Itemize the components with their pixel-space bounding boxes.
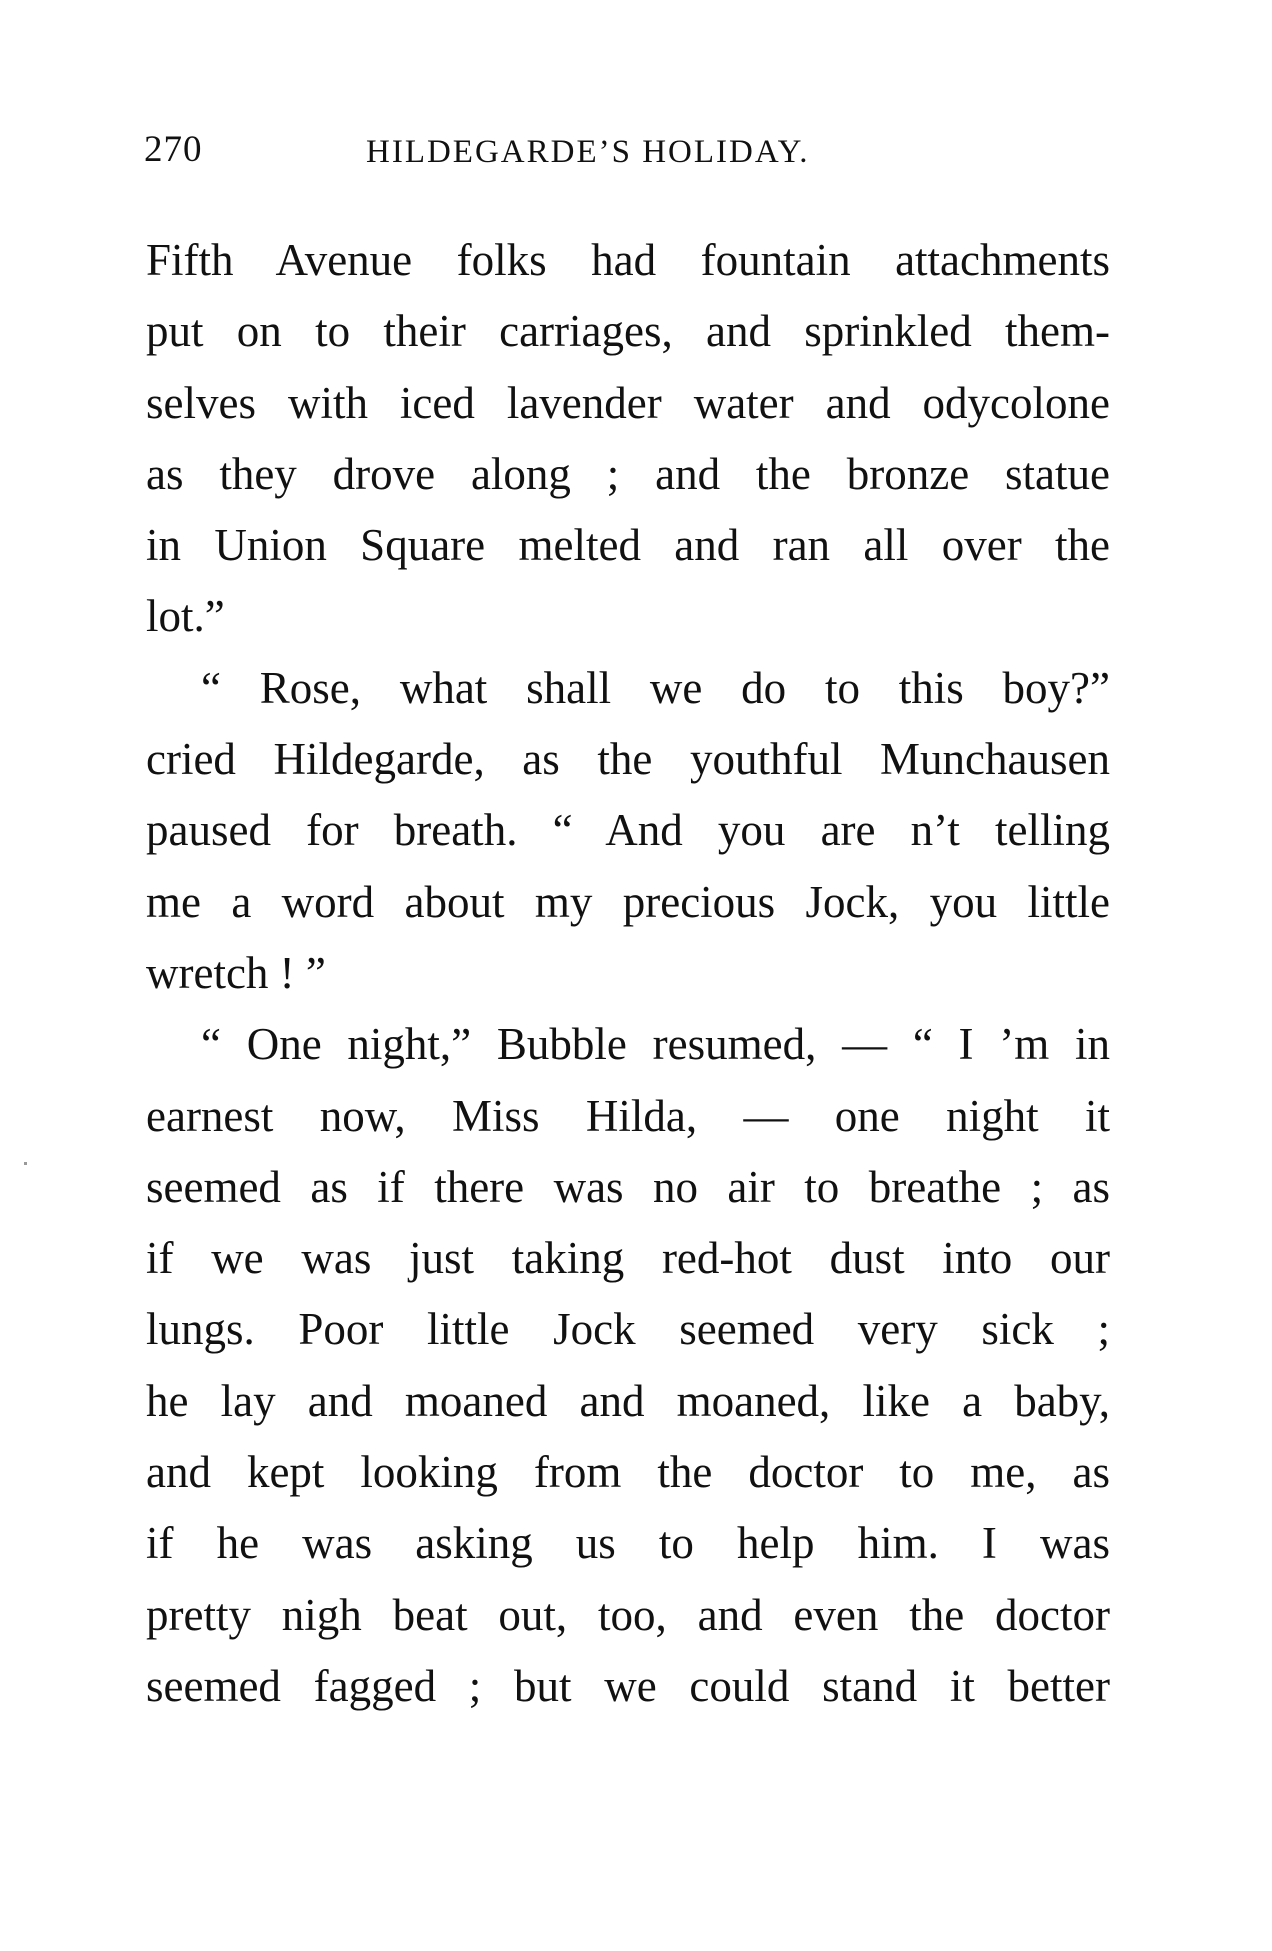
text-line: lot.” [146, 591, 225, 642]
text-line: as they drove along ; and the bronze statue [146, 448, 1110, 499]
text-line: pretty nigh beat out, too, and even the doctor [146, 1589, 1110, 1640]
text-line: wretch ! ” [146, 947, 326, 998]
text-line: seemed fagged ; but we could stand it better [146, 1660, 1110, 1711]
running-title: HILDEGARDE’S HOLIDAY. [366, 134, 810, 170]
text-line: if we was just taking red-hot dust into our [146, 1233, 1110, 1284]
scan-speck [24, 1162, 27, 1165]
text-line: cried Hildegarde, as the youthful Munchausen [146, 734, 1110, 785]
text-line: me a word about my precious Jock, you little [146, 876, 1110, 927]
page-header [144, 128, 1144, 178]
text-line: “ One night,” Bubble resumed, — “ I ’m in [201, 1019, 1110, 1070]
text-line: put on to their carriages, and sprinkled them- [146, 306, 1110, 357]
text-line: in Union Square melted and ran all over the [146, 520, 1110, 571]
text-line: Fifth Avenue folks had fountain attachments [146, 235, 1110, 285]
text-line: seemed as if there was no air to breathe ; as [146, 1161, 1110, 1212]
text-line: selves with iced lavender water and odycolone [146, 377, 1110, 428]
text-line: if he was asking us to help him. I was [146, 1518, 1110, 1569]
text-line: paused for breath. “ And you are n’t telling [146, 805, 1110, 856]
page-number: 270 [144, 129, 203, 170]
text-line: he lay and moaned and moaned, like a baby, [146, 1375, 1110, 1426]
text-line: and kept looking from the doctor to me, as [146, 1447, 1110, 1498]
body-text [146, 225, 1110, 1722]
text-line: “ Rose, what shall we do to this boy?” [201, 662, 1110, 713]
text-line: lungs. Poor little Jock seemed very sick ; [146, 1304, 1110, 1355]
text-line: earnest now, Miss Hilda, — one night it [146, 1090, 1110, 1141]
